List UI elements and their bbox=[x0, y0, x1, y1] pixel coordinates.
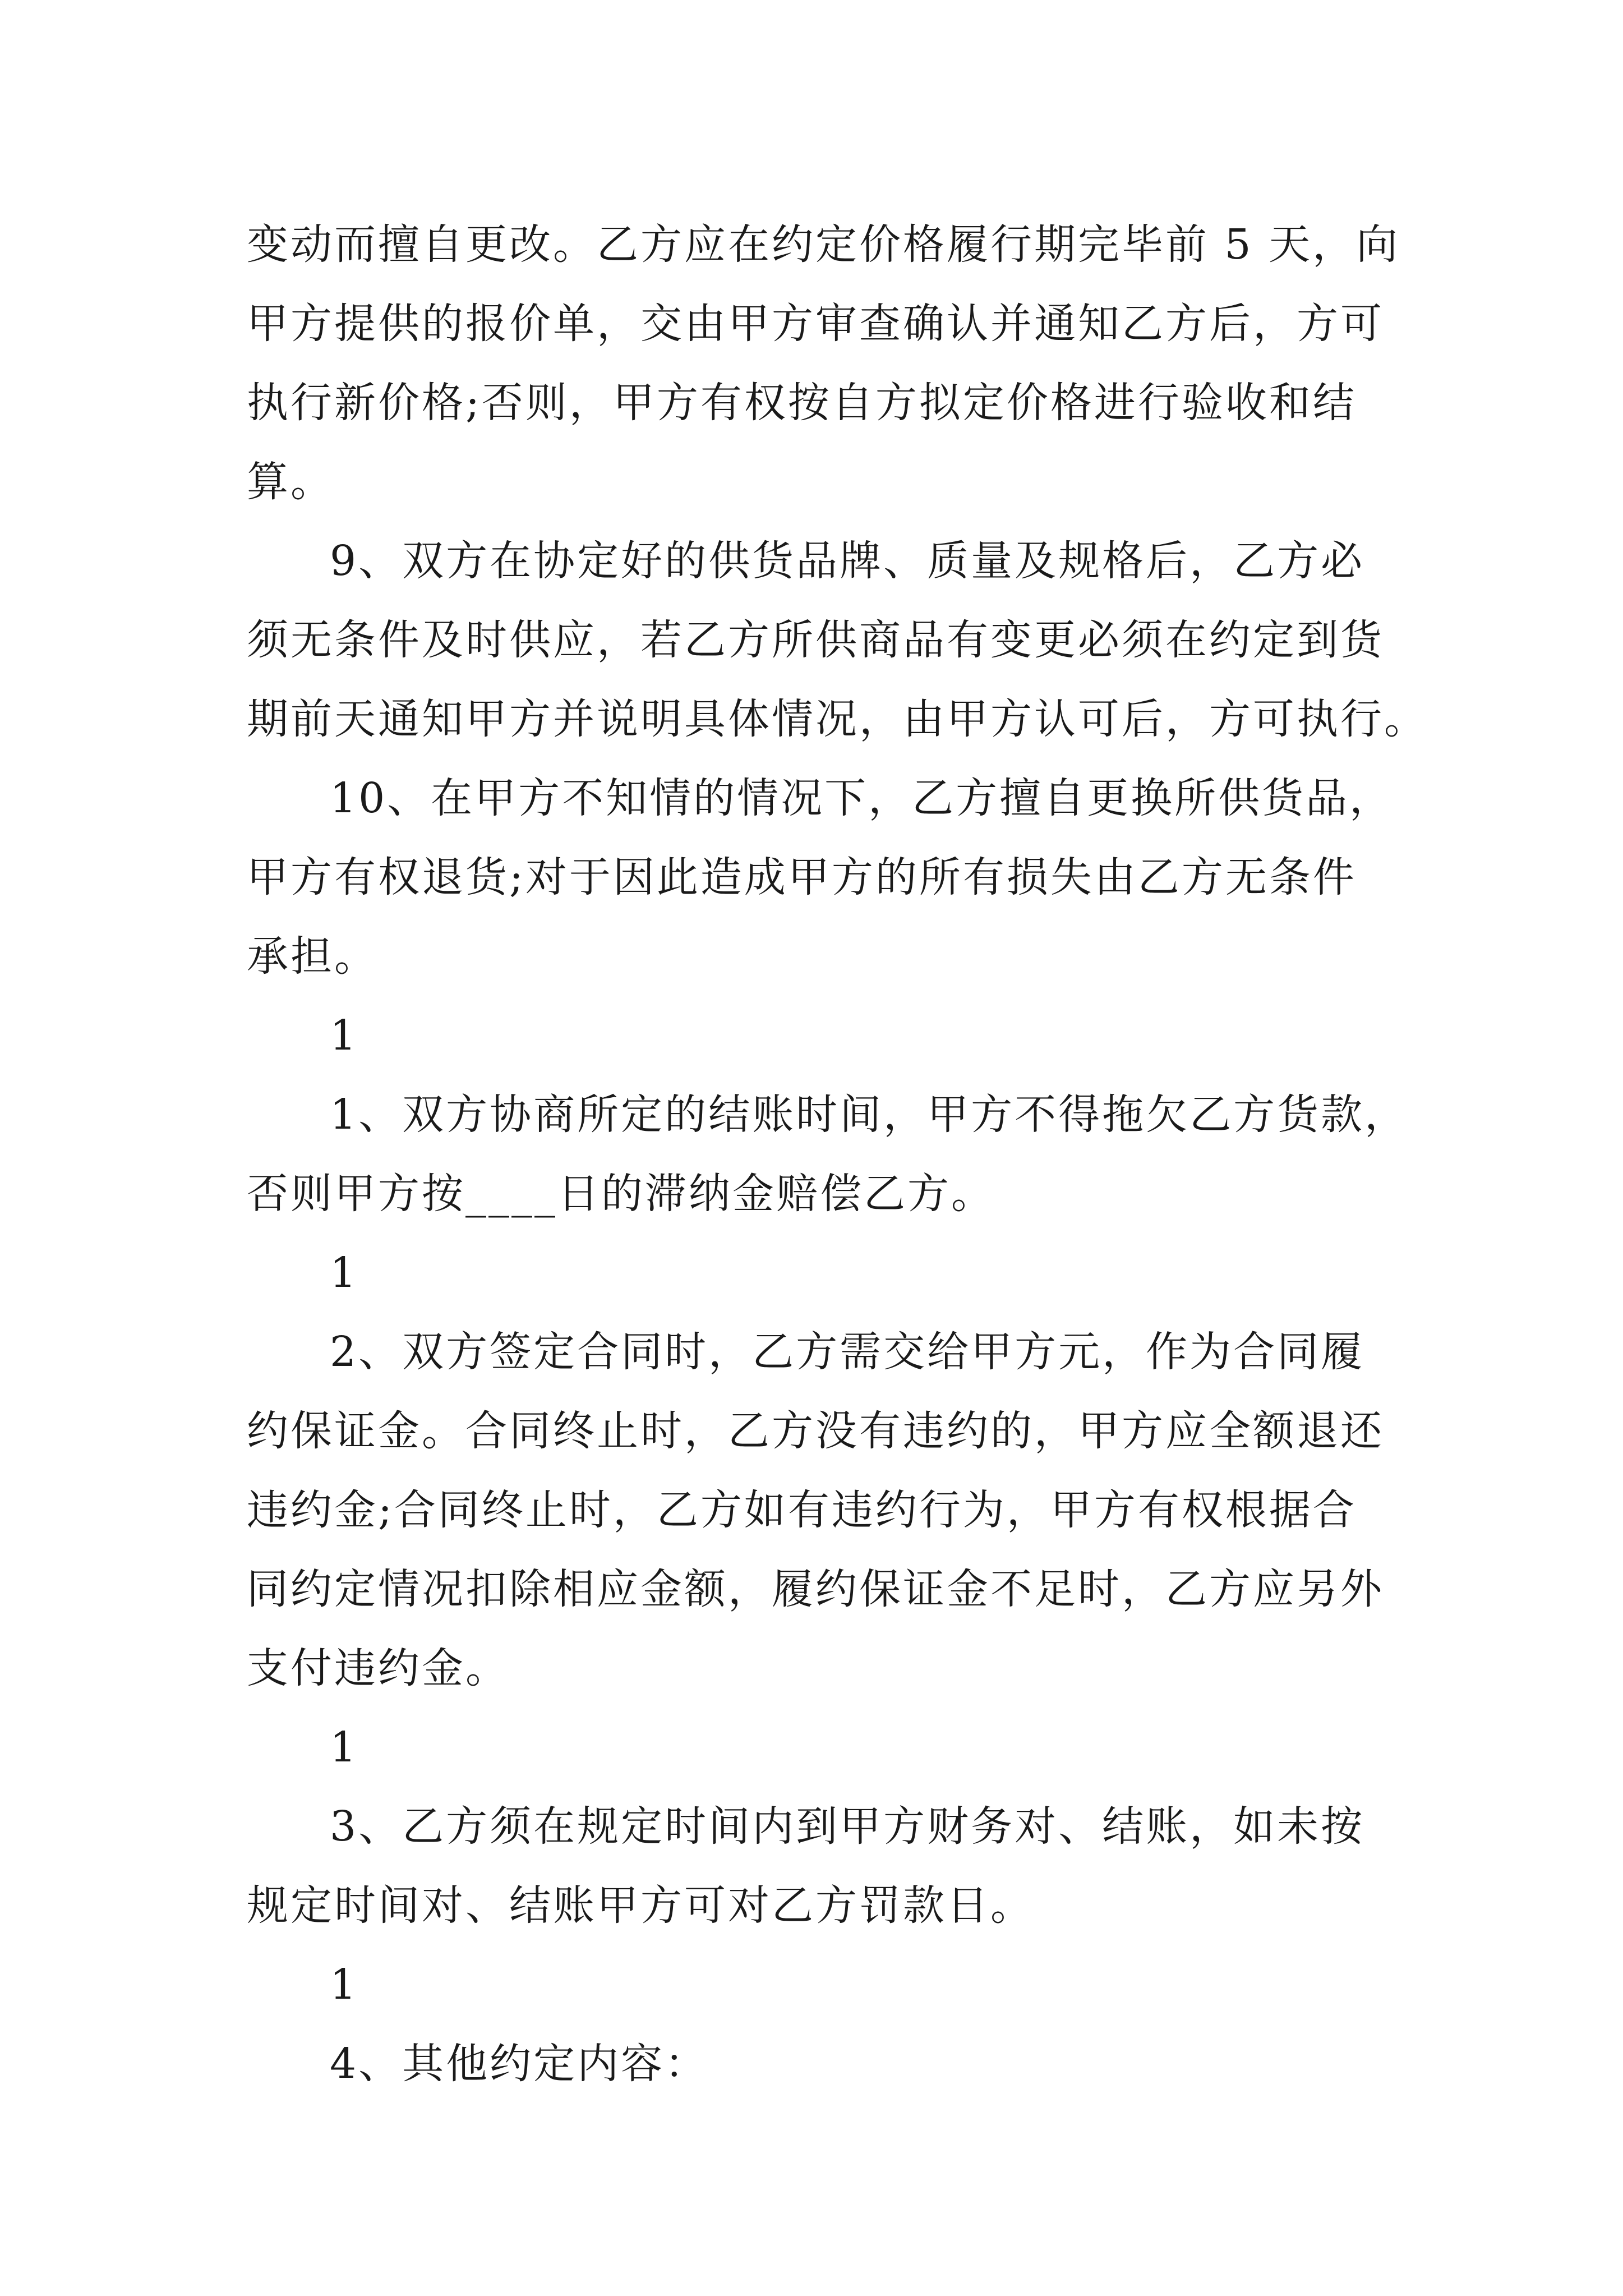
paragraph bbox=[247, 1313, 1384, 1708]
text-line: 须无条件及时供应，若乙方所供商品有变更必须在约定到货 bbox=[247, 616, 1384, 664]
text-line: 甲方有权退货;对于因此造成甲方的所有损失由乙方无条件 bbox=[247, 853, 1357, 901]
text-line: 变动而擅自更改。乙方应在约定价格履行期完毕前 5 天，向 bbox=[247, 220, 1400, 269]
paragraph bbox=[247, 1787, 1380, 1945]
section-number-line: 1 bbox=[330, 1961, 359, 2009]
paragraph bbox=[247, 759, 1394, 996]
text-line: 期前天通知甲方并说明具体情况，由甲方认可后，方可执行。 bbox=[247, 695, 1428, 743]
text-line: 规定时间对、结账甲方可对乙方罚款日。 bbox=[247, 1881, 1034, 1930]
paragraph bbox=[247, 2024, 1380, 2104]
paragraph bbox=[247, 1075, 1409, 1234]
document-body bbox=[247, 205, 1428, 2104]
text-line: 约保证金。合同终止时，乙方没有违约的，甲方应全额退还 bbox=[247, 1407, 1384, 1455]
text-line: 同约定情况扣除相应金额，履约保证金不足时，乙方应另外 bbox=[247, 1565, 1384, 1613]
text-line: 算。 bbox=[247, 458, 334, 506]
text-line: 支付违约金。 bbox=[247, 1644, 509, 1692]
section-number-line: 1 bbox=[330, 1723, 359, 1772]
text-line: 甲方提供的报价单，交由甲方审查确认并通知乙方后，方可 bbox=[247, 300, 1384, 348]
section-number-line: 1 bbox=[330, 1011, 359, 1060]
text-line: 4、其他约定内容： bbox=[330, 2040, 709, 2088]
text-line: 否则甲方按____日的滞纳金赔偿乙方。 bbox=[247, 1170, 995, 1218]
text-line: 违约金;合同终止时，乙方如有违约行为，甲方有权根据合 bbox=[247, 1486, 1357, 1534]
paragraph bbox=[247, 205, 1400, 522]
text-line: 1、双方协商所定的结账时间，甲方不得拖欠乙方货款， bbox=[330, 1091, 1409, 1139]
text-line: 承担。 bbox=[247, 932, 378, 981]
text-line: 2、双方签定合同时，乙方需交给甲方元，作为合同履 bbox=[330, 1328, 1365, 1376]
text-line: 3、乙方须在规定时间内到甲方财务对、结账，如未按 bbox=[330, 1802, 1365, 1851]
section-number-line: 1 bbox=[330, 1249, 359, 1297]
text-line: 9、双方在协定好的供货品牌、质量及规格后，乙方必 bbox=[330, 537, 1365, 585]
paragraph bbox=[247, 522, 1428, 759]
text-line: 执行新价格;否则，甲方有权按自方拟定价格进行验收和结 bbox=[247, 379, 1357, 427]
text-line: 10、在甲方不知情的情况下，乙方擅自更换所供货品， bbox=[330, 774, 1394, 822]
